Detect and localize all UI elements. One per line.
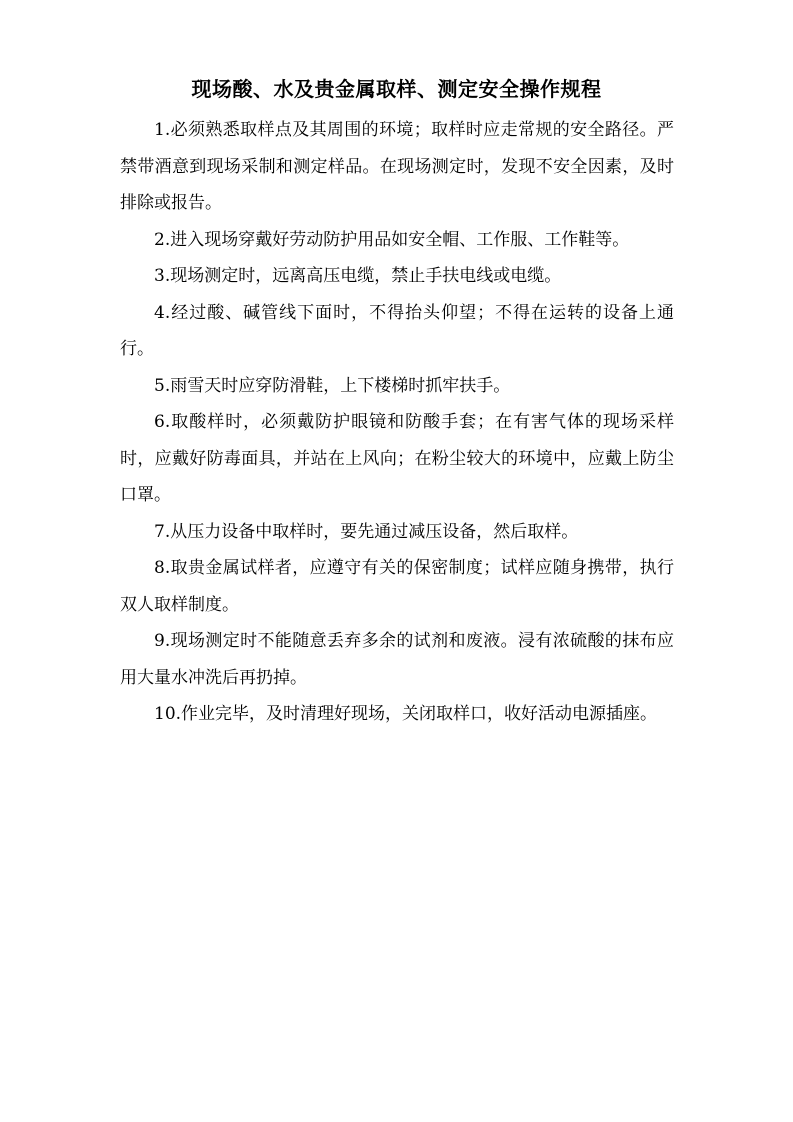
rule-paragraph-2: 2.进入现场穿戴好劳动防护用品如安全帽、工作服、工作鞋等。 <box>154 229 630 250</box>
rule-paragraph-3: 3.现场测定时，远离高压电缆，禁止手扶电线或电缆。 <box>154 266 562 286</box>
rule-paragraph-6: 6.取酸样时，必须戴防护眼镜和防酸手套；在有害气体的现场采样时，应戴好防毒面具，并站在上风向；在粉尘较大的环境中，应戴上防尘口罩。 <box>120 412 674 505</box>
rule-paragraph-4: 4.经过酸、碱管线下面时，不得抬头仰望；不得在运转的设备上通行。 <box>120 302 674 359</box>
rule-paragraph-5: 5.雨雪天时应穿防滑鞋，上下楼梯时抓牢扶手。 <box>154 375 511 396</box>
rule-paragraph-10: 10.作业完毕，及时清理好现场，关闭取样口，收好活动电源插座。 <box>154 704 658 724</box>
rule-paragraph-7: 7.从压力设备中取样时，要先通过减压设备，然后取样。 <box>154 521 579 542</box>
rule-paragraph-8: 8.取贵金属试样者，应遵守有关的保密制度；试样应随身携带，执行双人取样制度。 <box>120 558 674 615</box>
rule-paragraph-9: 9.现场测定时不能随意丢弃多余的试剂和废液。浸有浓硫酸的抹布应用大量水冲洗后再扔掉。 <box>120 631 674 688</box>
document-title: 现场酸、水及贵金属取样、测定安全操作规程 <box>191 77 602 101</box>
document-body <box>120 112 674 733</box>
rule-paragraph-1: 1.必须熟悉取样点及其周围的环境；取样时应走常规的安全路径。严禁带酒意到现场采制和测定样品。在现场测定时，发现不安全因素，及时排除或报告。 <box>120 120 674 213</box>
